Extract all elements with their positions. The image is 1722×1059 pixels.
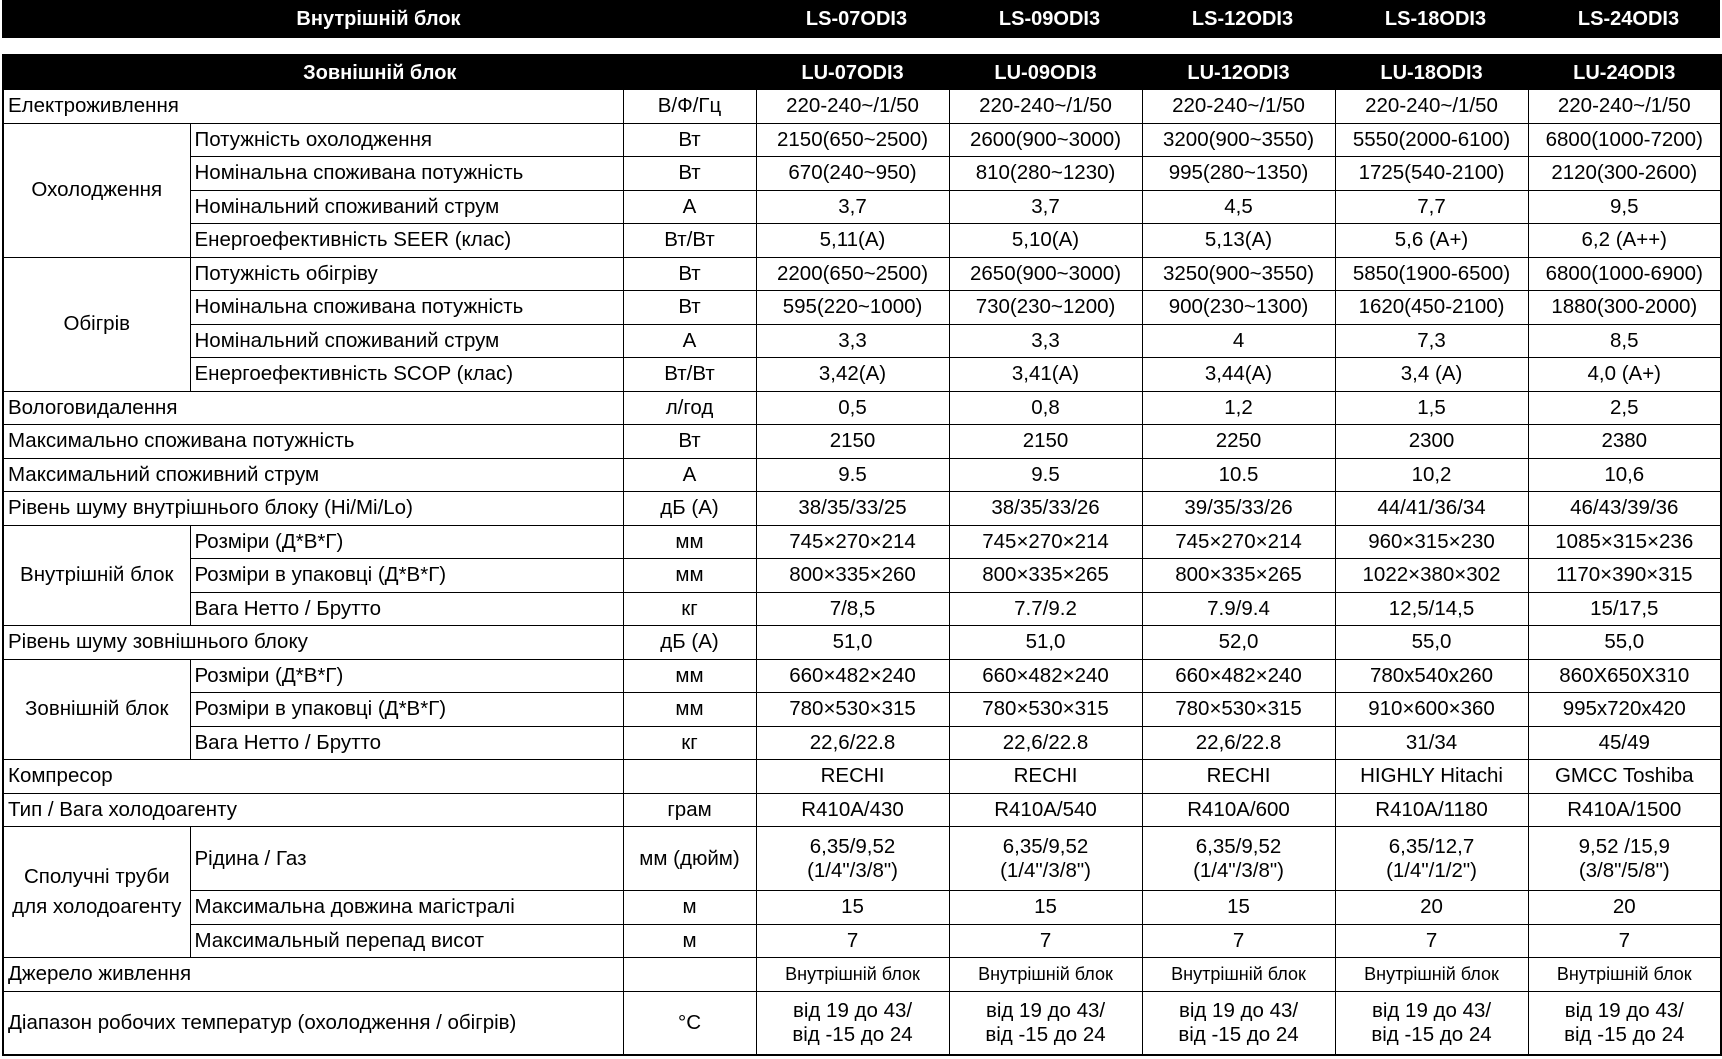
cell: 995(280~1350) xyxy=(1142,157,1335,191)
cell: 780×530×315 xyxy=(756,693,949,727)
cell: 20 xyxy=(1528,891,1721,925)
row-unit: °C xyxy=(623,991,756,1055)
cell-line: (1/4"/3/8") xyxy=(1193,858,1284,882)
cell: 7 xyxy=(949,924,1142,958)
cell: 1170×390×315 xyxy=(1528,559,1721,593)
table-row xyxy=(3,492,1721,526)
spec-table xyxy=(2,54,1722,1056)
table-row xyxy=(3,726,1721,760)
cell-line: 6,35/9,52 xyxy=(1195,834,1282,858)
cell: 8,5 xyxy=(1528,324,1721,358)
indoor-model: LS-24ODI3 xyxy=(1577,8,1680,30)
cell: 3,3 xyxy=(949,324,1142,358)
cell: 5550(2000-6100) xyxy=(1335,123,1528,157)
table-row xyxy=(3,324,1721,358)
row-unit: Вт xyxy=(623,425,756,459)
row-unit: мм xyxy=(623,525,756,559)
outdoor-model: LU-24ODI3 xyxy=(1528,55,1721,90)
row-label: Максимальна довжина магістралі xyxy=(190,891,623,925)
cell: 3,7 xyxy=(756,190,949,224)
cell: 15/17,5 xyxy=(1528,592,1721,626)
cell: 995x720x420 xyxy=(1528,693,1721,727)
cell: 800×335×265 xyxy=(1142,559,1335,593)
cell: 660×482×240 xyxy=(1142,659,1335,693)
cell: 780x540x260 xyxy=(1335,659,1528,693)
row-unit: А xyxy=(623,324,756,358)
row-label: Вологовидалення xyxy=(3,391,623,425)
cell-line: 6,35/9,52 xyxy=(1002,834,1089,858)
cell: 745×270×214 xyxy=(1142,525,1335,559)
row-label: Номінальна споживана потужність xyxy=(190,291,623,325)
cell-line: (3/8"/5/8") xyxy=(1578,858,1670,882)
row-unit: Вт xyxy=(623,257,756,291)
indoor-model: LS-18ODI3 xyxy=(1384,8,1487,30)
row-label: Рідина / Газ xyxy=(190,827,623,891)
cell: RECHI xyxy=(1142,760,1335,794)
cell: 2650(900~3000) xyxy=(949,257,1142,291)
cell-line: від -15 до 24 xyxy=(1371,1022,1492,1046)
cell: 46/43/39/36 xyxy=(1528,492,1721,526)
cell: 7.9/9.4 xyxy=(1142,592,1335,626)
cell: 910×600×360 xyxy=(1335,693,1528,727)
cell: 2600(900~3000) xyxy=(949,123,1142,157)
cell: 9.5 xyxy=(756,458,949,492)
row-label: Компресор xyxy=(3,760,623,794)
cell: 7 xyxy=(756,924,949,958)
cell: 31/34 xyxy=(1335,726,1528,760)
cell-line: (1/4"/3/8") xyxy=(1000,858,1091,882)
cell-line: 6,35/12,7 xyxy=(1388,834,1475,858)
cell: 745×270×214 xyxy=(756,525,949,559)
cell: 3,42(А) xyxy=(756,358,949,392)
cell: 10.5 xyxy=(1142,458,1335,492)
cell: 800×335×260 xyxy=(756,559,949,593)
row-label: Номінальний споживаний струм xyxy=(190,190,623,224)
table-row xyxy=(3,425,1721,459)
row-label: Розміри в упаковці (Д*В*Г) xyxy=(190,693,623,727)
row-label: Номінальна споживана потужність xyxy=(190,157,623,191)
cell: Внутрішній блок xyxy=(1528,958,1721,992)
cell: 9.5 xyxy=(949,458,1142,492)
table-row xyxy=(3,659,1721,693)
row-label: Максимально споживана потужність xyxy=(3,425,623,459)
cell: 38/35/33/25 xyxy=(756,492,949,526)
cell: R410A/1500 xyxy=(1528,793,1721,827)
row-unit: м xyxy=(623,924,756,958)
cell: 6,2 (А++) xyxy=(1528,224,1721,258)
cell: 1085×315×236 xyxy=(1528,525,1721,559)
cell: 1,2 xyxy=(1142,391,1335,425)
cell xyxy=(949,827,1142,891)
cell: 20 xyxy=(1335,891,1528,925)
cell: 10,6 xyxy=(1528,458,1721,492)
outdoor-model: LU-09ODI3 xyxy=(949,55,1142,90)
cell: 22,6/22.8 xyxy=(949,726,1142,760)
group-indoor: Внутрішній блок xyxy=(3,525,190,626)
row-unit: кг xyxy=(623,726,756,760)
cell: 39/35/33/26 xyxy=(1142,492,1335,526)
cell: 1022×380×302 xyxy=(1335,559,1528,593)
row-unit: В/Ф/Гц xyxy=(623,90,756,124)
cell: 2150 xyxy=(756,425,949,459)
cell: Внутрішній блок xyxy=(1335,958,1528,992)
cell: 2380 xyxy=(1528,425,1721,459)
indoor-model: LS-09ODI3 xyxy=(998,8,1101,30)
cell: R410A/600 xyxy=(1142,793,1335,827)
cell: 45/49 xyxy=(1528,726,1721,760)
table-row xyxy=(3,358,1721,392)
cell: R410A/540 xyxy=(949,793,1142,827)
outdoor-model-header xyxy=(3,55,1721,90)
cell-line: від 19 до 43/ xyxy=(1371,998,1492,1022)
cell: 745×270×214 xyxy=(949,525,1142,559)
cell xyxy=(1528,827,1721,891)
cell-line: від -15 до 24 xyxy=(1178,1022,1299,1046)
row-label: Джерело живлення xyxy=(3,958,623,992)
table-row xyxy=(3,924,1721,958)
row-label: Тип / Вага холодоагенту xyxy=(3,793,623,827)
cell: 2120(300-2600) xyxy=(1528,157,1721,191)
table-row xyxy=(3,958,1721,992)
indoor-header-label: Внутрішній блок xyxy=(296,8,461,30)
row-unit: дБ (А) xyxy=(623,492,756,526)
cell: 2200(650~2500) xyxy=(756,257,949,291)
cell-line: 9,52 /15,9 xyxy=(1578,834,1670,858)
cell: 6800(1000-7200) xyxy=(1528,123,1721,157)
cell: 220-240~/1/50 xyxy=(1335,90,1528,124)
cell: 3200(900~3550) xyxy=(1142,123,1335,157)
cell: 730(230~1200) xyxy=(949,291,1142,325)
cell: RECHI xyxy=(756,760,949,794)
row-unit: л/год xyxy=(623,391,756,425)
row-label: Розміри (Д*В*Г) xyxy=(190,659,623,693)
cell-line: від 19 до 43/ xyxy=(1564,998,1684,1022)
cell xyxy=(756,827,949,891)
cell: 5,10(А) xyxy=(949,224,1142,258)
cell: 780×530×315 xyxy=(1142,693,1335,727)
row-label: Вага Нетто / Брутто xyxy=(190,726,623,760)
cell-line: (1/4"/1/2") xyxy=(1386,858,1477,882)
cell: 22,6/22.8 xyxy=(756,726,949,760)
cell: 220-240~/1/50 xyxy=(1528,90,1721,124)
cell: 6800(1000-6900) xyxy=(1528,257,1721,291)
cell: 0,8 xyxy=(949,391,1142,425)
outdoor-model: LU-18ODI3 xyxy=(1335,55,1528,90)
indoor-model-header xyxy=(2,0,1720,38)
cell: 2150(650~2500) xyxy=(756,123,949,157)
cell: Внутрішній блок xyxy=(756,958,949,992)
cell: 220-240~/1/50 xyxy=(949,90,1142,124)
cell: 2250 xyxy=(1142,425,1335,459)
cell xyxy=(756,991,949,1055)
cell: 660×482×240 xyxy=(949,659,1142,693)
row-unit: Вт/Вт xyxy=(623,224,756,258)
row-unit: А xyxy=(623,190,756,224)
cell: 5850(1900-6500) xyxy=(1335,257,1528,291)
row-label: Рівень шуму зовнішнього блоку xyxy=(3,626,623,660)
row-unit: Вт xyxy=(623,291,756,325)
cell: 10,2 xyxy=(1335,458,1528,492)
row-unit: Вт xyxy=(623,123,756,157)
cell: 1620(450-2100) xyxy=(1335,291,1528,325)
row-label: Електроживлення xyxy=(3,90,623,124)
table-row xyxy=(3,458,1721,492)
row-label: Номінальний споживаний струм xyxy=(190,324,623,358)
cell: 5,11(А) xyxy=(756,224,949,258)
table-row xyxy=(3,391,1721,425)
cell: 1,5 xyxy=(1335,391,1528,425)
cell: 220-240~/1/50 xyxy=(1142,90,1335,124)
cell: 7 xyxy=(1335,924,1528,958)
cell: 55,0 xyxy=(1528,626,1721,660)
cell: 9,5 xyxy=(1528,190,1721,224)
cell xyxy=(949,991,1142,1055)
cell-line: від -15 до 24 xyxy=(985,1022,1106,1046)
cell: 800×335×265 xyxy=(949,559,1142,593)
row-label: Потужність охолодження xyxy=(190,123,623,157)
cell: Внутрішній блок xyxy=(949,958,1142,992)
cell: 51,0 xyxy=(756,626,949,660)
cell: 7 xyxy=(1528,924,1721,958)
cell: 1725(540-2100) xyxy=(1335,157,1528,191)
row-unit xyxy=(623,958,756,992)
cell: 7,7 xyxy=(1335,190,1528,224)
group-heating: Обігрів xyxy=(3,257,190,391)
table-row xyxy=(3,123,1721,157)
cell-line: від 19 до 43/ xyxy=(985,998,1106,1022)
cell: 3,41(А) xyxy=(949,358,1142,392)
cell: 780×530×315 xyxy=(949,693,1142,727)
cell-line: від 19 до 43/ xyxy=(792,998,913,1022)
cell-line: від -15 до 24 xyxy=(1564,1022,1685,1046)
cell xyxy=(1335,827,1528,891)
cell: 670(240~950) xyxy=(756,157,949,191)
cell: 55,0 xyxy=(1335,626,1528,660)
row-unit: мм xyxy=(623,559,756,593)
row-unit: мм xyxy=(623,693,756,727)
cell xyxy=(1335,991,1528,1055)
table-row xyxy=(3,626,1721,660)
table-row xyxy=(3,592,1721,626)
table-row xyxy=(3,257,1721,291)
row-label: Рівень шуму внутрішнього блоку (Hi/Mi/Lo) xyxy=(3,492,623,526)
cell: 3,7 xyxy=(949,190,1142,224)
table-row xyxy=(3,891,1721,925)
cell: 15 xyxy=(1142,891,1335,925)
cell: Внутрішній блок xyxy=(1142,958,1335,992)
cell xyxy=(1528,991,1721,1055)
row-label: Розміри в упаковці (Д*В*Г) xyxy=(190,559,623,593)
cell: 44/41/36/34 xyxy=(1335,492,1528,526)
group-outdoor: Зовнішній блок xyxy=(3,659,190,760)
cell: 15 xyxy=(949,891,1142,925)
cell: 52,0 xyxy=(1142,626,1335,660)
cell xyxy=(1142,991,1335,1055)
group-cooling: Охолодження xyxy=(3,123,190,257)
cell xyxy=(1142,827,1335,891)
table-row xyxy=(3,793,1721,827)
row-label: Максимальний споживний струм xyxy=(3,458,623,492)
outdoor-model: LU-12ODI3 xyxy=(1142,55,1335,90)
indoor-model: LS-07ODI3 xyxy=(805,8,908,30)
cell: 900(230~1300) xyxy=(1142,291,1335,325)
row-label: Потужність обігріву xyxy=(190,257,623,291)
cell: 51,0 xyxy=(949,626,1142,660)
cell: 7 xyxy=(1142,924,1335,958)
cell: 4 xyxy=(1142,324,1335,358)
group-pipes: Сполучні труби для холодоагенту xyxy=(3,827,190,958)
table-row xyxy=(3,559,1721,593)
outdoor-model: LU-07ODI3 xyxy=(756,55,949,90)
row-unit xyxy=(623,760,756,794)
cell: 4,0 (А+) xyxy=(1528,358,1721,392)
row-label: Енергоефективність SEER (клас) xyxy=(190,224,623,258)
row-label: Діапазон робочих температур (охолодження / обігрів) xyxy=(3,991,623,1055)
cell: 2300 xyxy=(1335,425,1528,459)
table-row xyxy=(3,291,1721,325)
cell-line: 6,35/9,52 xyxy=(809,834,896,858)
indoor-model: LS-12ODI3 xyxy=(1191,8,1294,30)
cell: 3,4 (А) xyxy=(1335,358,1528,392)
cell: R410A/430 xyxy=(756,793,949,827)
row-label: Енергоефективність SCOP (клас) xyxy=(190,358,623,392)
cell: 660×482×240 xyxy=(756,659,949,693)
cell: 7,3 xyxy=(1335,324,1528,358)
cell: 5,13(А) xyxy=(1142,224,1335,258)
cell: HIGHLY Hitachi xyxy=(1335,760,1528,794)
cell: 3250(900~3550) xyxy=(1142,257,1335,291)
cell: 0,5 xyxy=(756,391,949,425)
cell: GMCC Toshiba xyxy=(1528,760,1721,794)
cell: RECHI xyxy=(949,760,1142,794)
row-unit: дБ (А) xyxy=(623,626,756,660)
row-unit: мм xyxy=(623,659,756,693)
cell: 1880(300-2000) xyxy=(1528,291,1721,325)
row-unit: мм (дюйм) xyxy=(623,827,756,891)
row-unit: кг xyxy=(623,592,756,626)
table-row xyxy=(3,693,1721,727)
cell-line: (1/4"/3/8") xyxy=(807,858,898,882)
row-unit: Вт/Вт xyxy=(623,358,756,392)
cell: 220-240~/1/50 xyxy=(756,90,949,124)
cell: 12,5/14,5 xyxy=(1335,592,1528,626)
cell: 2,5 xyxy=(1528,391,1721,425)
row-unit: грам xyxy=(623,793,756,827)
outdoor-header-label: Зовнішній блок xyxy=(3,55,756,90)
table-row xyxy=(3,157,1721,191)
cell: 860X650X310 xyxy=(1528,659,1721,693)
table-row xyxy=(3,525,1721,559)
cell: 7/8,5 xyxy=(756,592,949,626)
row-unit: м xyxy=(623,891,756,925)
cell: 38/35/33/26 xyxy=(949,492,1142,526)
cell-line: від 19 до 43/ xyxy=(1178,998,1299,1022)
row-unit: Вт xyxy=(623,157,756,191)
cell: 810(280~1230) xyxy=(949,157,1142,191)
cell-line: від -15 до 24 xyxy=(792,1022,913,1046)
cell: R410A/1180 xyxy=(1335,793,1528,827)
table-row xyxy=(3,90,1721,124)
row-label: Вага Нетто / Брутто xyxy=(190,592,623,626)
cell: 3,3 xyxy=(756,324,949,358)
cell: 5,6 (А+) xyxy=(1335,224,1528,258)
table-row xyxy=(3,760,1721,794)
row-unit: А xyxy=(623,458,756,492)
cell: 15 xyxy=(756,891,949,925)
cell: 3,44(А) xyxy=(1142,358,1335,392)
table-row xyxy=(3,190,1721,224)
row-label: Максимальный перепад висот xyxy=(190,924,623,958)
cell: 4,5 xyxy=(1142,190,1335,224)
cell: 22,6/22.8 xyxy=(1142,726,1335,760)
row-label: Розміри (Д*В*Г) xyxy=(190,525,623,559)
cell: 960×315×230 xyxy=(1335,525,1528,559)
table-row xyxy=(3,991,1721,1055)
cell: 2150 xyxy=(949,425,1142,459)
cell: 595(220~1000) xyxy=(756,291,949,325)
table-row xyxy=(3,224,1721,258)
table-row xyxy=(3,827,1721,891)
cell: 7.7/9.2 xyxy=(949,592,1142,626)
